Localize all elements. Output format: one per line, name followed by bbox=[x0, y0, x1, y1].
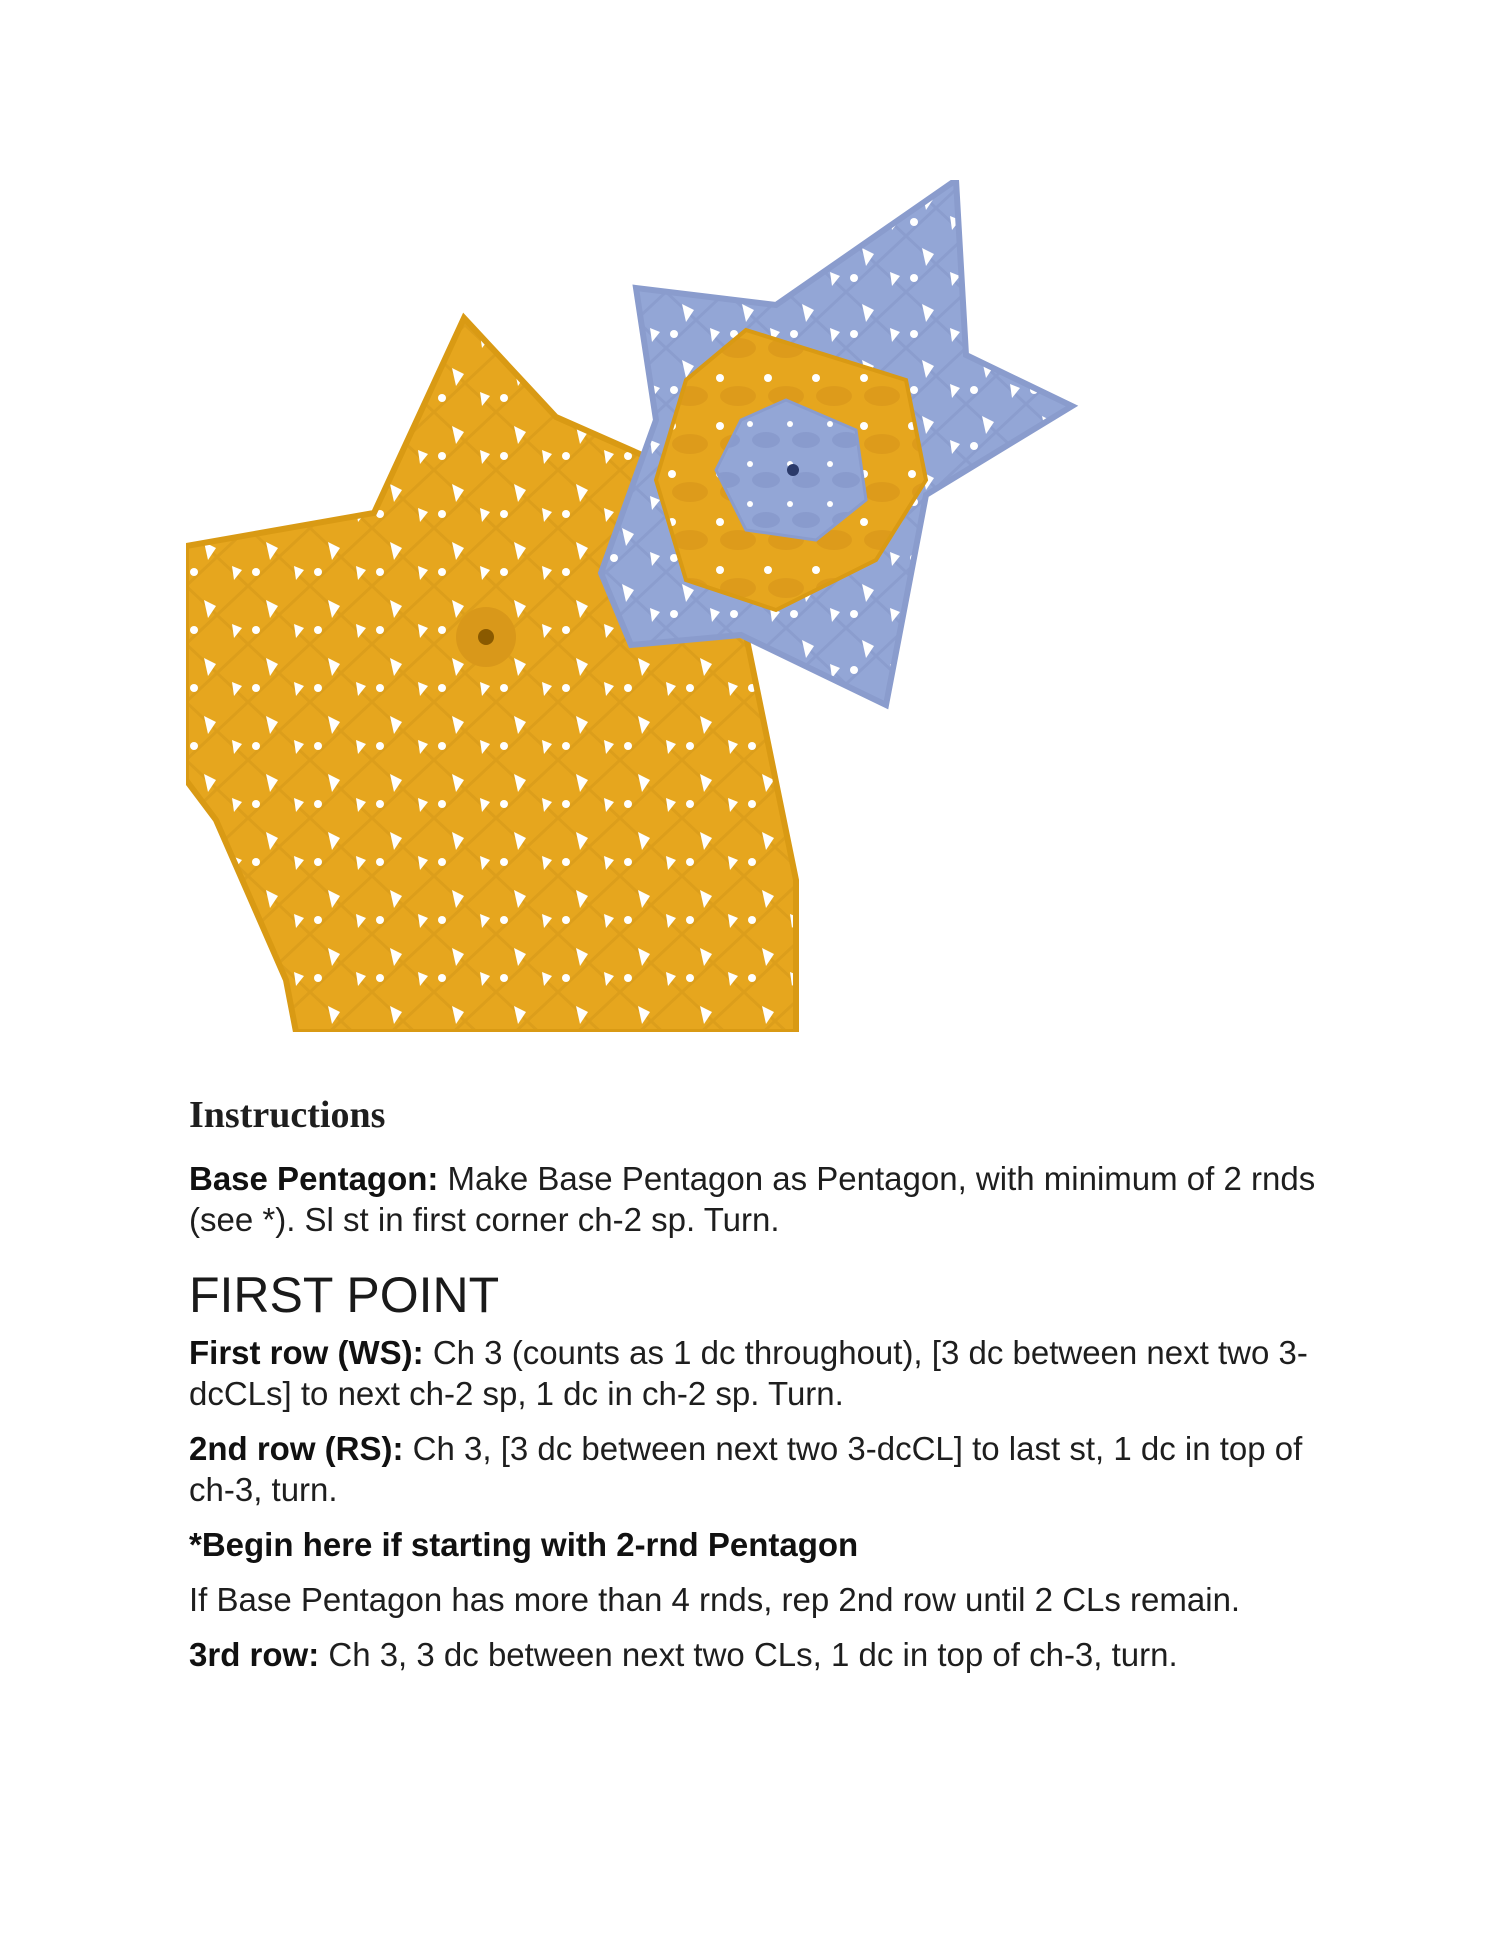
second-row-label: 2nd row (RS): bbox=[189, 1430, 404, 1467]
third-row-text: Ch 3, 3 dc between next two CLs, 1 dc in top of ch-3, turn. bbox=[319, 1636, 1178, 1673]
first-row-label: First row (WS): bbox=[189, 1334, 424, 1371]
crochet-pentagon-star-photo-icon bbox=[186, 180, 1310, 1032]
base-pentagon-label: Base Pentagon: bbox=[189, 1160, 439, 1197]
instructions-section bbox=[189, 1090, 1339, 1689]
begin-here-note: *Begin here if starting with 2-rnd Pentagon bbox=[189, 1526, 859, 1563]
blue-star-motif bbox=[601, 180, 1072, 705]
first-row-text: Ch 3 (counts as 1 dc throughout), [3 dc between next two 3-dcCLs] to next ch-2 sp, 1 dc in ch-2 sp. Turn. bbox=[189, 1334, 1308, 1412]
second-row-text: Ch 3, [3 dc between next two 3-dcCL] to last st, 1 dc in top of ch-3, turn. bbox=[189, 1430, 1303, 1508]
first-point-title: FIRST POINT bbox=[189, 1267, 500, 1323]
first-row-paragraph bbox=[189, 1332, 1339, 1414]
crochet-photo bbox=[186, 180, 1310, 1032]
base-pentagon-text: Make Base Pentagon as Pentagon, with minimum of 2 rnds (see *). Sl st in first corner ch-2 sp. Turn. bbox=[189, 1160, 1316, 1238]
third-row-paragraph bbox=[189, 1634, 1339, 1675]
repeat-paragraph: If Base Pentagon has more than 4 rnds, rep 2nd row until 2 CLs remain. bbox=[189, 1581, 1241, 1618]
base-pentagon-paragraph bbox=[189, 1158, 1339, 1240]
second-row-paragraph bbox=[189, 1428, 1339, 1510]
instructions-heading: Instructions bbox=[189, 1094, 386, 1136]
third-row-label: 3rd row: bbox=[189, 1636, 320, 1673]
